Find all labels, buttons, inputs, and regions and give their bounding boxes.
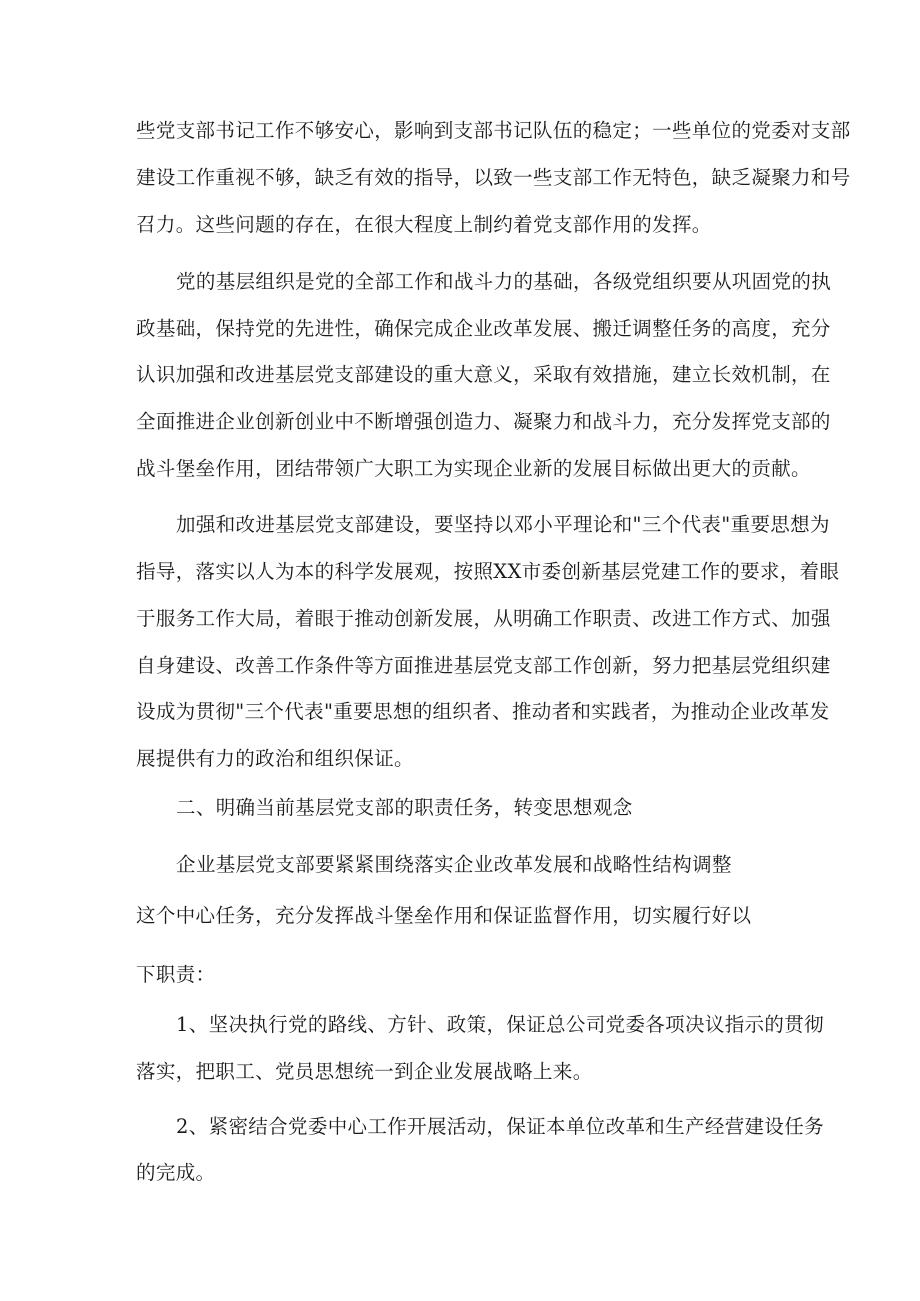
paragraph-3-line-1: 加强和改进基层党支部建设，要坚持以邓小平理论和"三个代表"重要思想为 — [176, 513, 830, 536]
paragraph-1-line-1: 些党支部书记工作不够安心，影响到支部书记队伍的稳定；一些单位的党委对支部 — [136, 119, 851, 142]
paragraph-4-line-3: 下职责： — [136, 963, 216, 986]
paragraph-2-line-4: 全面推进企业创新创业中不断增强创造力、凝聚力和战斗力，充分发挥党支部的 — [136, 410, 831, 433]
list-item-1-line-1: 1、坚决执行党的路线、方针、政策，保证总公司党委各项决议指示的贯彻 — [176, 1013, 824, 1036]
list-item-1-line-2: 落实，把职工、党员思想统一到企业发展战略上来。 — [136, 1060, 593, 1083]
paragraph-2-line-2: 政基础，保持党的先进性，确保完成企业改革发展、搬迁调整任务的高度，充分 — [136, 317, 831, 340]
paragraph-2-line-3: 认识加强和改进基层党支部建设的重大意义，采取有效措施，建立长效机制，在 — [136, 363, 831, 386]
paragraph-3-line-4: 自身建设、改善工作条件等方面推进基层党支部工作创新，努力把基层党组织建 — [136, 654, 831, 677]
list-item-2-line-2: 的完成。 — [136, 1161, 216, 1184]
paragraph-3-line-3: 于服务工作大局，着眼于推动创新发展，从明确工作职责、改进工作方式、加强 — [136, 607, 831, 630]
paragraph-3-line-2: 指导，落实以人为本的科学发展观，按照XX市委创新基层党建工作的要求，着眼 — [136, 560, 840, 583]
paragraph-3-line-5: 设成为贯彻"三个代表"重要思想的组织者、推动者和实践者，为推动企业改革发 — [136, 700, 830, 723]
paragraph-4-line-1: 企业基层党支部要紧紧围绕落实企业改革发展和战略性结构调整 — [176, 853, 732, 876]
section-heading: 二、明确当前基层党支部的职责任务，转变思想观念 — [176, 796, 633, 819]
paragraph-4-line-2: 这个中心任务，充分发挥战斗堡垒作用和保证监督作用，切实履行好以 — [136, 904, 752, 927]
paragraph-2-line-5: 战斗堡垒作用，团结带领广大职工为实现企业新的发展目标做出更大的贡献。 — [136, 457, 811, 480]
paragraph-3-line-6: 展提供有力的政治和组织保证。 — [136, 747, 414, 770]
paragraph-2-line-1: 党的基层组织是党的全部工作和战斗力的基础，各级党组织要从巩固党的执 — [176, 270, 832, 293]
paragraph-1-line-2: 建设工作重视不够，缺乏有效的指导，以致一些支部工作无特色，缺乏凝聚力和号 — [136, 166, 851, 189]
paragraph-1-line-3: 召力。这些问题的存在，在很大程度上制约着党支部作用的发挥。 — [136, 213, 712, 236]
list-item-2-line-1: 2、紧密结合党委中心工作开展活动，保证本单位改革和生产经营建设任务 — [176, 1115, 824, 1138]
